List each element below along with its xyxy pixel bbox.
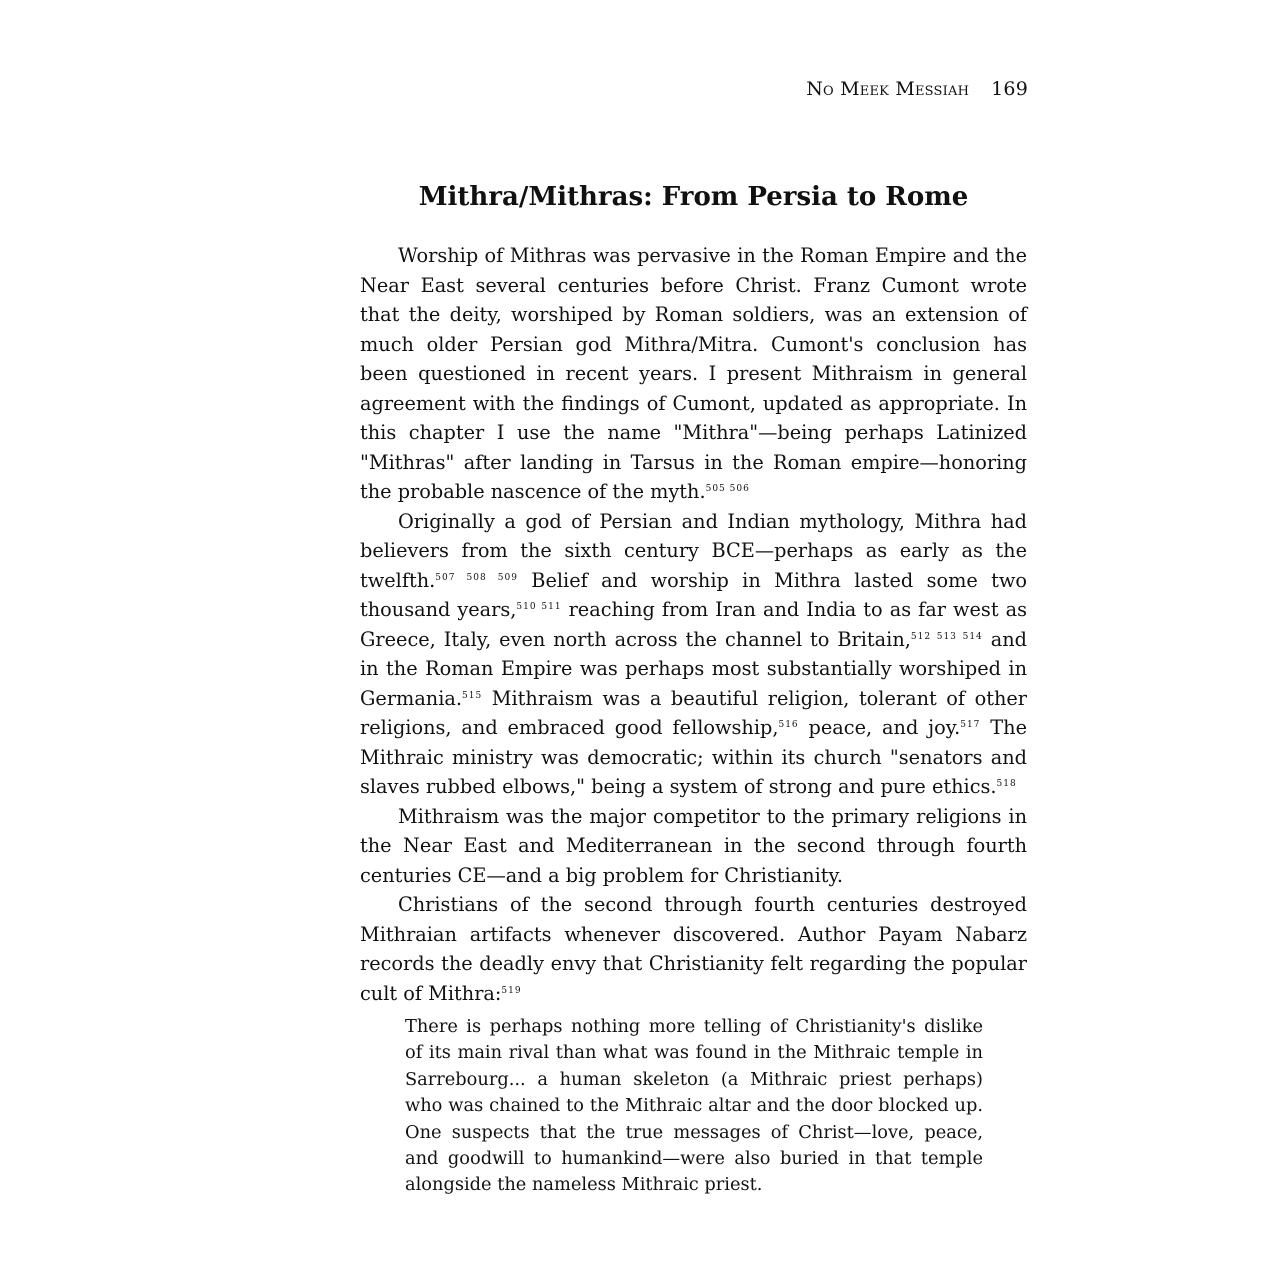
paragraph-text: and in the Roman Empire was perhaps most substantially worshiped in Germania. [360,627,1027,710]
footnote-ref: 512 513 514 [910,631,983,642]
page-number: 169 [991,78,1028,100]
footnote-ref: 505 506 [705,484,750,494]
paragraph-1 [360,241,1027,507]
footnote-ref: 518 [996,779,1017,789]
footnote-ref: 519 [501,985,522,996]
paragraph-text: Originally a god of Persian and Indian mythology, Mithra had believers from the sixth century BCE—perhaps as early as the twelfth. [360,509,1027,592]
footnote-ref: 517 [960,720,981,730]
running-head [700,78,1028,100]
paragraph-text: Mithraism was the major competitor to the primary religions in the Near East and Mediterranean in the second through fourth centuries CE—and a big problem for Christianity. [360,804,1027,887]
paragraph-text: Mithraism was a beautiful religion, tolerant of other religions, and embraced good fellowship, [360,686,1027,739]
footnote-ref: 515 [462,690,483,701]
paragraph-text: Christians of the second through fourth centuries destroyed Mithraian artifacts whenever discovered. Author Payam Nabarz records the deadly envy that Christianity felt regarding the popular cult of Mithra: [360,893,1027,1005]
body-text [360,241,1027,1199]
chapter-title: Mithra/Mithras: From Persia to Rome [418,182,969,212]
paragraph-text: peace, and joy. [798,716,961,739]
running-title: No Meek Messiah [806,78,970,100]
paragraph-3 [360,802,1027,891]
paragraph-text: The Mithraic ministry was democratic; within its church "senators and slaves rubbed elbows," being a system of strong and pure ethics. [360,716,1027,798]
paragraph-2 [360,507,1027,802]
footnote-ref: 516 [778,720,799,730]
paragraph-text: reaching from Iran and India to as far west as Greece, Italy, even north across the channel to Britain, [360,598,1027,651]
paragraph-text: Belief and worship in Mithra lasted some two thousand years, [360,568,1028,621]
paragraph-text: Worship of Mithras was pervasive in the Roman Empire and the Near East several centuries before Christ. Franz Cumont wrote that the deity, worshiped by Roman soldiers, was an extension of much older Persian god Mithra/Mitra. Cumont's conclusion has been questioned in recent years. I present Mithraism in general agreement with the findings of Cumont, updated as appropriate. In this chapter I use the name "Mithra"—being perhaps Latinized "Mithras" after landing in Tarsus in the Roman empire—honoring the probable nascence of the myth. [360,244,1027,503]
block-quote: There is perhaps nothing more telling of Christianity's dislike of its main rival than what was found in the Mithraic temple in Sarrebourg... a human skeleton (a Mithraic priest perhaps) who was chained to the Mithraic altar and the door blocked up. One suspects that the true messages of Christ—love, peace, and goodwill to humankind—were also buried in that temple alongside the nameless Mithraic priest. [405,1016,983,1196]
footnote-ref: 507 508 509 [435,572,518,583]
footnote-ref: 510 511 [516,602,562,612]
paragraph-4 [360,890,1027,1008]
